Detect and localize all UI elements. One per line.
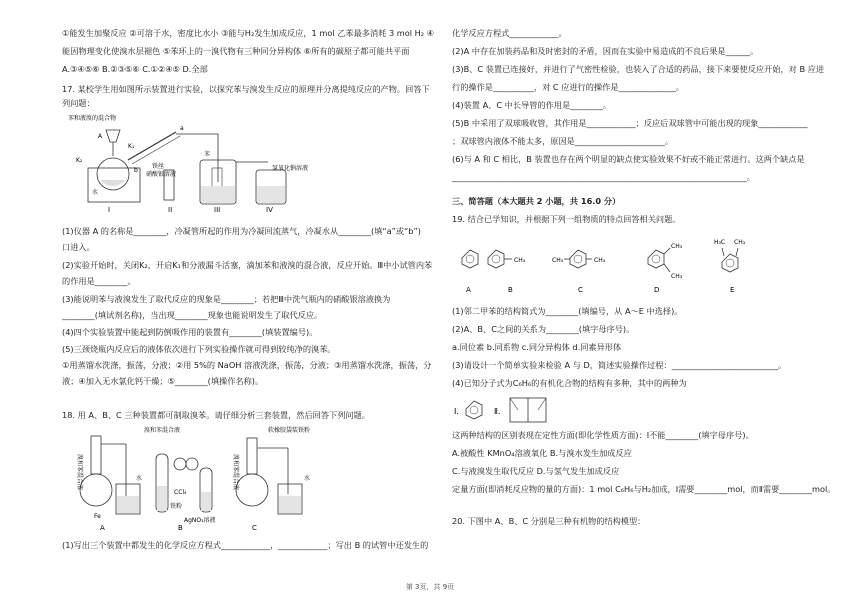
structure-I	[466, 401, 482, 419]
section-heading: 三、简答题（本大题共 2 小题，共 16.0 分）	[452, 196, 621, 206]
fig17-label-A: A	[98, 133, 103, 140]
q17-part2-line1: (2)实验开始时，关闭K₂，开启K₁和分液漏斗活塞，滴加苯和液溴的混合液，反应开始。Ⅲ中小试管内苯	[62, 260, 433, 270]
q19-structures	[452, 228, 822, 296]
q18-part2: (2)A 中存在加装药品和及时密封的矛盾，因而在实验中易造成的不良后果是______。	[452, 46, 759, 56]
struct-D-ch3-top: CH₃	[671, 243, 683, 250]
struct-E-h3c: H₃C	[714, 239, 726, 246]
fig17-label-b: b	[134, 167, 138, 174]
fig17-label-II: II	[168, 206, 173, 214]
q18-part6-line1: (6)与 A 和 C 相比，B 装置也存在两个明显的缺点使实验效果不好或不能正常进行。这两个缺点是	[452, 154, 805, 164]
fig17-label-a: a	[180, 125, 184, 132]
structure-E	[722, 254, 738, 272]
q18-part3-line1: (3)B、C 装置已连接好，并进行了气密性检验，也装入了合适的药品，接下来要使反应开始，对 B 应进	[452, 64, 825, 74]
flask-A	[80, 474, 112, 506]
fig18-label-C-mixture: 溴和苯混合液	[232, 454, 239, 491]
fig18-label-water-C: 水	[304, 475, 311, 482]
q19-part4: (4)已知分子式为C₆H₆的有机化合物的结构有多种，其中的两种为	[452, 378, 687, 388]
struct-E-ch3: CH₃	[734, 239, 746, 246]
struct-C-ch3-left: CH₃	[552, 257, 564, 264]
fig18-label-rubber-bag: 软橡胶袋装铁粉	[268, 427, 311, 434]
fig17-label-I: I	[108, 206, 111, 214]
struct-label-C: C	[578, 286, 583, 294]
q17-part1-line2: 口进入。	[62, 242, 95, 252]
q17-part5-steps-2: 液；④加入无水氯化钙干燥；⑤________(填操作名称)。	[62, 376, 264, 386]
structure-B	[488, 250, 504, 268]
q19-part4-options-1: A.被酸性 KMnO₄溶液氧化 B.与溴水发生加成反应	[452, 448, 632, 458]
flask-C	[236, 474, 268, 506]
label-structure-I: Ⅰ.	[454, 407, 459, 416]
q18-part5-line1: (5)B 中采用了双球吸收管，其作用是____________；反应后双球管中可能出现的现象____________	[452, 118, 808, 128]
double-bulb-tube	[174, 458, 186, 470]
fig17-label-mixture: 苯和液溴的混合物	[68, 115, 117, 122]
q17-part4: (4)四个实验装置中能起到防倒吸作用的装置有________(填装置编号)。	[62, 327, 318, 337]
fig18-label-B: B	[178, 524, 183, 532]
condenser	[128, 132, 176, 160]
q17-stem: 17. 某校学生用如图所示装置进行实验，以探究苯与溴发生反应的原理并分离提纯反应的产物。回答下	[62, 84, 430, 94]
fig17-label-water: 水	[92, 189, 99, 196]
q18-stem: 18. 用 A、B、C 三种装置都可制取溴苯。请仔细分析三套装置，然后回答下列问题。	[62, 410, 370, 420]
q18-part5-line2: ；双球管内液体不能太多，原因是______________________。	[452, 136, 674, 146]
struct-label-A: A	[466, 286, 471, 294]
structure-D	[648, 250, 664, 268]
struct-label-D: D	[654, 286, 660, 294]
q17-apparatus-figure	[68, 112, 309, 214]
fig17-label-III: III	[214, 206, 221, 214]
struct-D-ch3-bottom: CH₃	[671, 273, 683, 280]
fig18-label-agno3: AgNO₃溶液	[184, 517, 216, 524]
page-footer: 第 3页，共 9页	[405, 583, 455, 591]
struct-C-ch3-right: CH₃	[594, 257, 606, 264]
q20-stem: 20. 下图中 A、B、C 分别是三种有机物的结构模型：	[452, 516, 646, 526]
q19-part4-options-2: C.与液溴发生取代反应 D.与氢气发生加成反应	[452, 466, 620, 476]
fig17-label-K2: K₂	[76, 157, 83, 164]
struct-label-B: B	[508, 286, 513, 294]
q16-option-text-2: 能因物理变化使溴水层褪色 ⑤苯环上的一溴代物有三种同分异构体 ⑥所有的碳原子都可能共平面	[62, 46, 410, 56]
separatory-funnel	[106, 130, 120, 142]
q18-part4: (4)装置 A、C 中长导管的作用是________。	[452, 100, 612, 110]
struct-label-E: E	[730, 286, 735, 294]
q19-part4-quantitative: 定量方面(即消耗反应物的量的方面)：1 mol C₆H₆与H₂加成，Ⅰ需要________mol，而Ⅱ需要________mol。	[452, 484, 836, 494]
q18-part3-line2: 行的操作是__________，对 C 应进行的操作是______________。	[452, 82, 684, 92]
q17-part2-line2: 的作用是________。	[62, 276, 136, 286]
fig17-label-IV: IV	[266, 206, 273, 214]
fig17-label-agno3: 硝酸银溶液	[146, 171, 177, 178]
q19-structures-I-II	[452, 392, 592, 426]
fig18-label-B-mixture: 溴和苯混合液	[144, 427, 181, 434]
structure-A	[462, 250, 478, 268]
fig18-label-A: A	[100, 524, 105, 532]
q17-part5-steps-1: ①用蒸馏水洗涤，振荡，分液；②用 5%的 NaOH 溶液洗涤，振荡，分液；③用蒸馏水洗涤，振荡，分	[62, 360, 432, 370]
q17-stem-cont: 列问题：	[62, 98, 95, 108]
fig17-label-benzene: 苯	[204, 151, 211, 158]
struct-B-ch3: CH₃	[514, 257, 526, 264]
q17-part3-line2: ________(填试剂名称)，当出现________现象也能说明发生了取代反应。	[62, 310, 323, 320]
structure-C	[570, 250, 586, 268]
fig18-label-iron-powder: 铁粉	[170, 503, 183, 510]
q19-part4-qualitative: 这两种结构的区别表现在定性方面(即化学性质方面)：Ⅰ不能________(填字母序号)。	[452, 430, 754, 440]
q19-part2-options: a.同位素 b.同系物 c.同分异构体 d.同素异形体	[452, 342, 622, 352]
q18-apparatus-figure	[74, 424, 334, 532]
q18-part1-cont: 化学反应方程式____________。	[452, 28, 567, 38]
q19-part2: (2)A、B、C之间的关系为________(填字母序号)。	[452, 324, 635, 334]
q17-part3-line1: (3)能说明苯与液溴发生了取代反应的现象是________；若把Ⅲ中洗气瓶内的硝酸银溶液换为	[62, 294, 391, 304]
label-structure-II: Ⅱ.	[494, 407, 501, 416]
fig18-label-water-A: 水	[136, 475, 143, 482]
fig17-label-naoh: 氢氧化钠溶液	[272, 165, 309, 172]
fig18-label-A-mixture: 溴和苯混合液	[76, 454, 83, 491]
q16-option-text-1: ①能发生加聚反应 ②可溶于水，密度比水小 ③能与H₂发生加成反应，1 mol 乙苯最多消耗 3 mol H₂ ④	[62, 28, 434, 38]
q18-part1: (1)写出三个装置中都发生的化学反应方程式____________，____________；写出 B 的试管中还发生的	[62, 540, 429, 550]
fig18-label-ccl4: CCl₄	[174, 489, 187, 496]
q19-part3: (3)请设计一个简单实验来检验 A 与 D，简述实验操作过程：__________________________。	[452, 360, 787, 370]
fig18-label-C: C	[252, 524, 257, 532]
q19-part1: (1)邻二甲苯的结构简式为________(填编号，从 A～E 中选择)。	[452, 306, 683, 316]
q18-part6-line2: ________________________________________________________________________。	[452, 172, 755, 182]
fig17-label-K1: K₁	[128, 143, 135, 150]
q17-part5: (5)三颈烧瓶内反应后的液体依次进行下列实验操作就可得到较纯净的溴苯。	[62, 344, 336, 354]
fig18-label-fe: Fe	[94, 513, 101, 520]
q19-stem: 19. 结合已学知识，并根据下列一组物质的特点回答相关问题。	[452, 214, 681, 224]
fig17-label-iron: 铁丝	[152, 163, 165, 170]
q17-part1-line1: (1)仪器 A 的名称是________，冷凝管所起的作用为冷凝回流蒸气，冷凝水从________(填“a”或“b”)	[62, 226, 421, 236]
q16-choices: A.③④⑤⑥ B.②③⑤⑥ C.①②④⑤ D.全部	[62, 64, 208, 74]
